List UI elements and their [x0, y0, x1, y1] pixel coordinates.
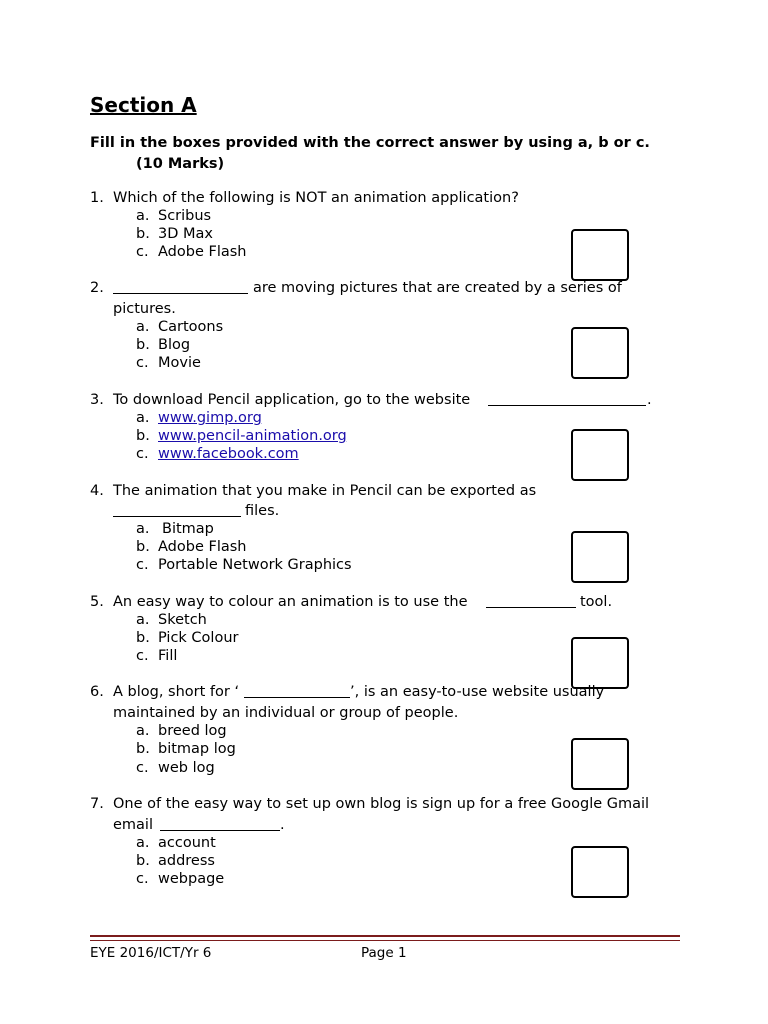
answer-box-7[interactable]	[571, 846, 629, 898]
option-letter: a.	[136, 835, 150, 851]
answer-blank[interactable]	[113, 504, 241, 517]
question-end: .	[647, 392, 652, 408]
option-letter: c.	[136, 648, 149, 664]
answer-box-2[interactable]	[571, 327, 629, 379]
question-number: 5.	[90, 594, 104, 610]
option-letter: a.	[136, 521, 150, 537]
option-letter: b.	[136, 337, 150, 353]
option-text: web log	[158, 760, 215, 776]
option-text: account	[158, 835, 216, 851]
option-text: address	[158, 853, 215, 869]
option-text: Sketch	[158, 612, 207, 628]
question-text: are moving pictures that are created by a series of	[253, 280, 622, 296]
answer-box-4[interactable]	[571, 531, 629, 583]
question-text-line-2: email	[113, 817, 153, 833]
question-number: 6.	[90, 684, 104, 700]
option-link[interactable]: www.pencil-animation.org	[158, 428, 347, 444]
question-text: The animation that you make in Pencil can be exported as	[113, 483, 537, 499]
answer-blank[interactable]	[113, 281, 248, 294]
option-text: Portable Network Graphics	[158, 557, 352, 573]
question-number: 2.	[90, 280, 104, 296]
option-letter: a.	[136, 723, 150, 739]
option-letter: c.	[136, 557, 149, 573]
answer-blank[interactable]	[244, 685, 350, 698]
option-link[interactable]: www.gimp.org	[158, 410, 262, 426]
option-text: 3D Max	[158, 226, 213, 242]
option-letter: b.	[136, 630, 150, 646]
question-text-start: A blog, short for ‘	[113, 684, 240, 700]
question-text-end: tool.	[580, 594, 613, 610]
option-letter: c.	[136, 355, 149, 371]
option-link[interactable]: www.facebook.com	[158, 446, 299, 462]
option-text: Blog	[158, 337, 191, 353]
option-letter: c.	[136, 446, 149, 462]
question-text-line-2: files.	[245, 503, 280, 519]
question-number: 7.	[90, 796, 104, 812]
option-text: Adobe Flash	[158, 539, 247, 555]
answer-box-1[interactable]	[571, 229, 629, 281]
answer-box-5[interactable]	[571, 637, 629, 689]
option-text: Adobe Flash	[158, 244, 247, 260]
answer-box-6[interactable]	[571, 738, 629, 790]
footer-page-number: Page 1	[361, 945, 407, 961]
option-letter: a.	[136, 319, 150, 335]
answer-box-3[interactable]	[571, 429, 629, 481]
option-letter: c.	[136, 244, 149, 260]
answer-blank[interactable]	[486, 595, 576, 608]
question-text-line-2: pictures.	[113, 301, 176, 317]
option-letter: a.	[136, 410, 150, 426]
question-text: Which of the following is NOT an animation application?	[113, 190, 519, 206]
option-text: Fill	[158, 648, 178, 664]
question-text-end: ’, is an easy-to-use website usually	[350, 684, 605, 700]
question-text: One of the easy way to set up own blog is sign up for a free Google Gmail	[113, 796, 650, 812]
question-text: To download Pencil application, go to the website	[113, 392, 471, 408]
option-letter: b.	[136, 428, 150, 444]
option-text: webpage	[158, 871, 225, 887]
answer-blank[interactable]	[160, 818, 280, 831]
option-text: Movie	[158, 355, 201, 371]
option-text: Scribus	[158, 208, 212, 224]
question-end: .	[280, 817, 285, 833]
answer-blank[interactable]	[488, 393, 646, 406]
instruction-marks: (10 Marks)	[136, 156, 225, 172]
section-title: Section A	[90, 93, 197, 117]
option-text: Bitmap	[162, 521, 214, 537]
option-letter: a.	[136, 612, 150, 628]
option-text: Cartoons	[158, 319, 224, 335]
footer-left: EYE 2016/ICT/Yr 6	[90, 945, 212, 961]
option-letter: a.	[136, 208, 150, 224]
option-letter: b.	[136, 226, 150, 242]
option-letter: b.	[136, 853, 150, 869]
question-number: 1.	[90, 190, 104, 206]
option-text: Pick Colour	[158, 630, 239, 646]
instruction-line-1: Fill in the boxes provided with the correct answer by using a, b or c.	[90, 135, 650, 151]
option-letter: c.	[136, 871, 149, 887]
footer-rule-thin	[90, 940, 680, 941]
question-text: An easy way to colour an animation is to use the	[113, 594, 468, 610]
option-letter: b.	[136, 741, 150, 757]
option-letter: c.	[136, 760, 149, 776]
option-text: bitmap log	[158, 741, 236, 757]
option-letter: b.	[136, 539, 150, 555]
option-text: breed log	[158, 723, 227, 739]
footer-rule-thick	[90, 935, 680, 937]
question-number: 3.	[90, 392, 104, 408]
question-number: 4.	[90, 483, 104, 499]
question-text-line-2: maintained by an individual or group of people.	[113, 705, 459, 721]
